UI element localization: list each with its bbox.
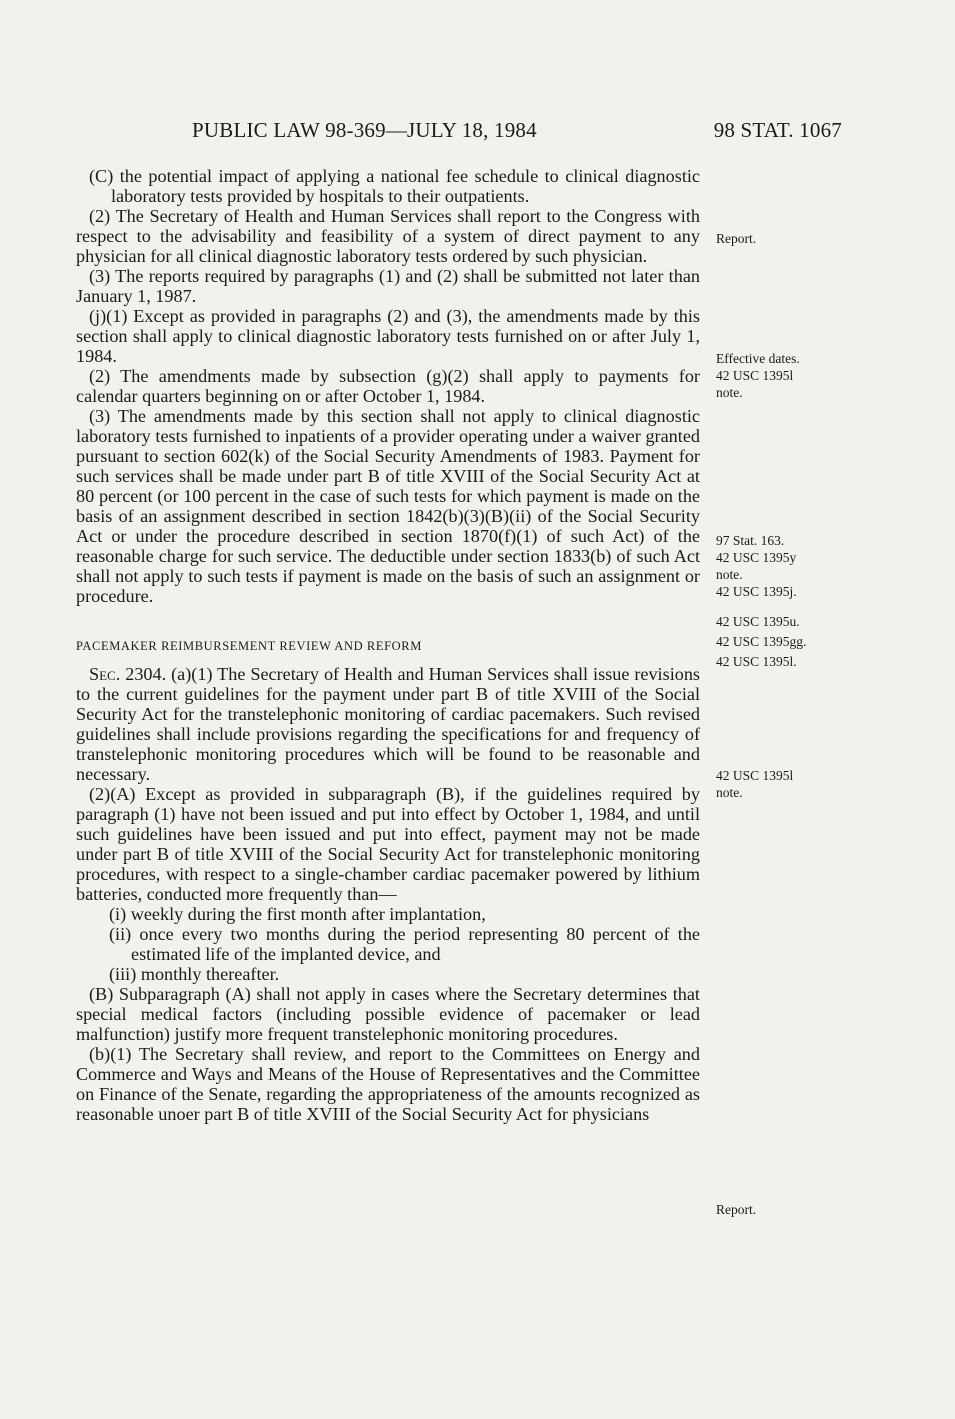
paragraph: (2) The Secretary of Health and Human Services shall report to the Congress with respect to the advisability and feasibility of a system of direct payment to any physician for all clinical diagnostic laboratory tests ordered by such physician. [76,206,700,266]
margin-note-text: note. [716,785,743,800]
margin-note-text: 42 USC 1395gg. [716,634,807,649]
paragraph: (j)(1) Except as provided in paragraphs (2) and (3), the amendments made by this section shall apply to clinical diagnostic laboratory tests furnished on or after July 1, 1984. [76,306,700,366]
margin-note-text: 42 USC 1395y [716,550,797,565]
margin-note [716,613,846,673]
margin-note-text: note. [716,385,743,400]
margin-note-text: 42 USC 1395l [716,368,794,383]
header-law-title: PUBLIC LAW 98-369—JULY 18, 1984 [192,118,537,142]
paragraph: (B) Subparagraph (A) shall not apply in cases where the Secretary determines that special medical factors (including possible evidence of pacemaker or lead malfunction) justify more frequent transtelephonic monitoring procedures. [76,984,700,1044]
section-number: Sec. 2304. [89,664,167,684]
margin-note-text: note. [716,567,743,582]
clause: (i) weekly during the first month after implantation, [109,904,486,924]
margin-note-text: Effective dates. [716,351,800,366]
margin-note-text: 97 Stat. 163. [716,533,785,548]
margin-note-text: 42 USC 1395j. [716,584,797,599]
paragraph: (3) The reports required by paragraphs (1) and (2) shall be submitted not later than January 1, 1987. [76,266,700,306]
margin-note [716,767,846,801]
section-paragraph [76,664,700,784]
clause: (iii) monthly thereafter. [109,964,280,984]
paragraph: (b)(1) The Secretary shall review, and report to the Committees on Energy and Commerce and Ways and Means of the House of Representatives and the Committee on Finance of the Senate, regarding the appropriateness of the amounts recognized as reasonable unoer part B of title XVIII of the Social Security Act for physicians [76,1044,700,1124]
section-text: (a)(1) The Secretary of Health and Human Services shall issue revisions to the current guidelines for the payment under part B of title XVIII of the Social Security Act for the transtelephonic monitoring of cardiac pacemakers. Such revised guidelines shall include provisions regarding the specifications for and frequency of transtelephonic monitoring procedures which will be found to be reasonable and necessary. [76,664,701,784]
header-stat-page: 98 STAT. 1067 [713,118,842,142]
margin-note [716,532,846,600]
clause: (ii) once every two months during the period representing 80 percent of the estimated life of the implanted device, and [109,924,700,964]
margin-note-text: Report. [716,1202,757,1217]
paragraph: (2) The amendments made by subsection (g)(2) shall apply to payments for calendar quarters beginning on or after October 1, 1984. [76,366,700,406]
paragraph: (2)(A) Except as provided in subparagraph (B), if the guidelines required by paragraph (1) have not been issued and put into effect by October 1, 1984, and until such guidelines have been issued and put into effect, payment may not be made under part B of title XVIII of the Social Security Act for transtelephonic monitoring procedures, with respect to a single-chamber cardiac pacemaker powered by lithium batteries, conducted more frequently than— [76,784,700,904]
margin-note-text: 42 USC 1395u. [716,614,800,629]
margin-note-text: 42 USC 1395l [716,768,794,783]
page-header [76,118,842,144]
margin-note [716,1201,846,1218]
paragraph: (3) The amendments made by this section shall not apply to clinical diagnostic laboratory tests furnished to inpatients of a provider operating under a waiver granted pursuant to section 602(k) of the Social Security Amendments of 1983. Payment for such services shall be made under part B of title XVIII of the Social Security Act at 80 percent (or 100 percent in the case of such tests for which payment is made on the basis of an assignment described in section 1842(b)(3)(B)(ii) of the Social Security Act or under the procedure described in section 1870(f)(1) of such Act) of the reasonable charge for such service. The deductible under section 1833(b) of such Act shall not apply to such tests if payment is made on the basis of such an assignment or procedure. [76,406,700,606]
margin-note [716,230,846,247]
paragraph: (C) the potential impact of applying a national fee schedule to clinical diagnostic laboratory tests provided by hospitals to their outpatients. [89,166,700,206]
margin-note-text: 42 USC 1395l. [716,654,797,669]
section-heading: PACEMAKER REIMBURSEMENT REVIEW AND REFORM [76,639,422,653]
margin-note [716,350,846,401]
margin-note-text: Report. [716,231,757,246]
body-text [76,166,700,1124]
